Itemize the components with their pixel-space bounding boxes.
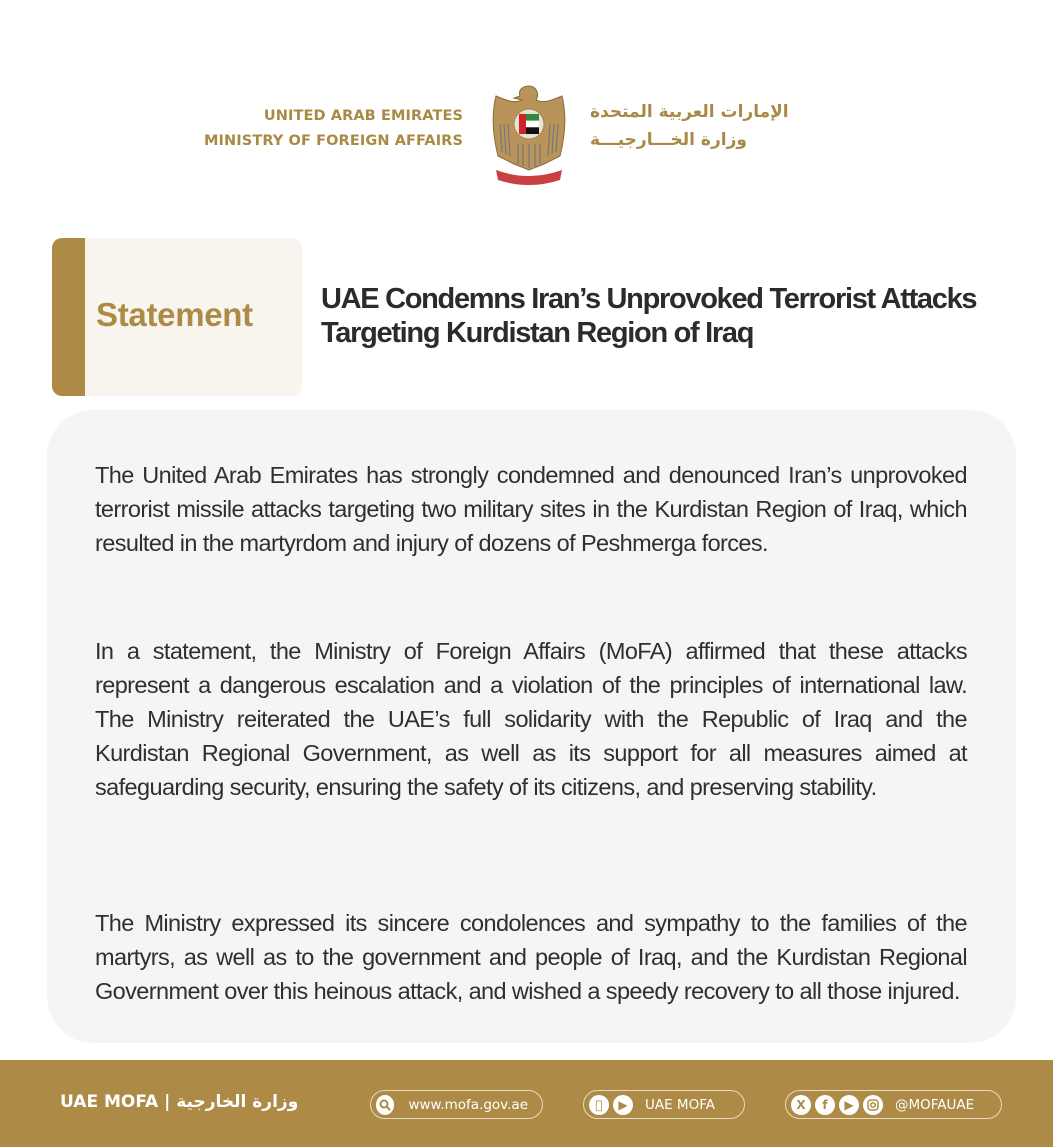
apple-icon[interactable]: [589, 1095, 609, 1115]
app-name: UAE MOFA: [645, 1096, 715, 1113]
search-icon: [376, 1095, 394, 1115]
social-links[interactable]: [785, 1090, 1002, 1119]
footer-brand: UAE MOFA | وزارة الخارجية: [60, 1092, 299, 1112]
website-url: www.mofa.gov.ae: [408, 1096, 528, 1113]
page-title: UAE Condemns Iran’s Unprovoked Terrorist Attacks Targeting Kurdistan Region of Iraq: [321, 283, 977, 349]
facebook-icon[interactable]: f: [815, 1095, 835, 1115]
tag-label: Statement: [96, 296, 253, 333]
ministry-name-en: MINISTRY OF FOREIGN AFFAIRS: [204, 133, 463, 149]
header: [0, 0, 1053, 200]
tag-accent-bar: [52, 238, 85, 396]
website-link[interactable]: [370, 1090, 543, 1119]
youtube-icon[interactable]: ▶: [839, 1095, 859, 1115]
statement-body: [47, 410, 1016, 1043]
paragraph: The United Arab Emirates has strongly condemned and denounced Iran’s unprovoked terrorist missile attacks targeting two military sites in the Kurdistan Region of Iraq, which resulted in the martyrdom and injury of dozens of Peshmerga forces.: [95, 462, 967, 556]
ministry-arabic-name: [590, 98, 850, 154]
social-handle: @MOFAUAE: [895, 1096, 975, 1113]
country-name-en: UNITED ARAB EMIRATES: [263, 108, 463, 124]
statement-tag: [52, 238, 302, 396]
ministry-english-name: [204, 104, 463, 154]
app-links[interactable]: [583, 1090, 745, 1119]
instagram-icon[interactable]: [863, 1095, 883, 1115]
footer: [0, 1060, 1053, 1147]
ministry-name-ar: وزارة الخـــارجيـــة: [590, 130, 747, 150]
paragraph: In a statement, the Ministry of Foreign Affairs (MoFA) affirmed that these attacks represent a dangerous escalation and a violation of the principles of international law. The Ministry reiterated the UAE’s full solidarity with the Republic of Iraq and the Kurdistan Regional Government, as well as its support for all measures aimed at safeguarding security, ensuring the safety of its citizens, and preserving stability.: [95, 638, 967, 800]
uae-emblem-icon: [484, 82, 574, 188]
google-play-icon[interactable]: ▶: [613, 1095, 633, 1115]
country-name-ar: الإمارات العربية المتحدة: [590, 102, 789, 122]
x-icon[interactable]: X: [791, 1095, 811, 1115]
paragraph: The Ministry expressed its sincere condolences and sympathy to the families of the martyrs, as well as to the government and people of Iraq, and the Kurdistan Regional Government over this heinous attack, and wished a speedy recovery to all those injured.: [95, 910, 967, 1004]
